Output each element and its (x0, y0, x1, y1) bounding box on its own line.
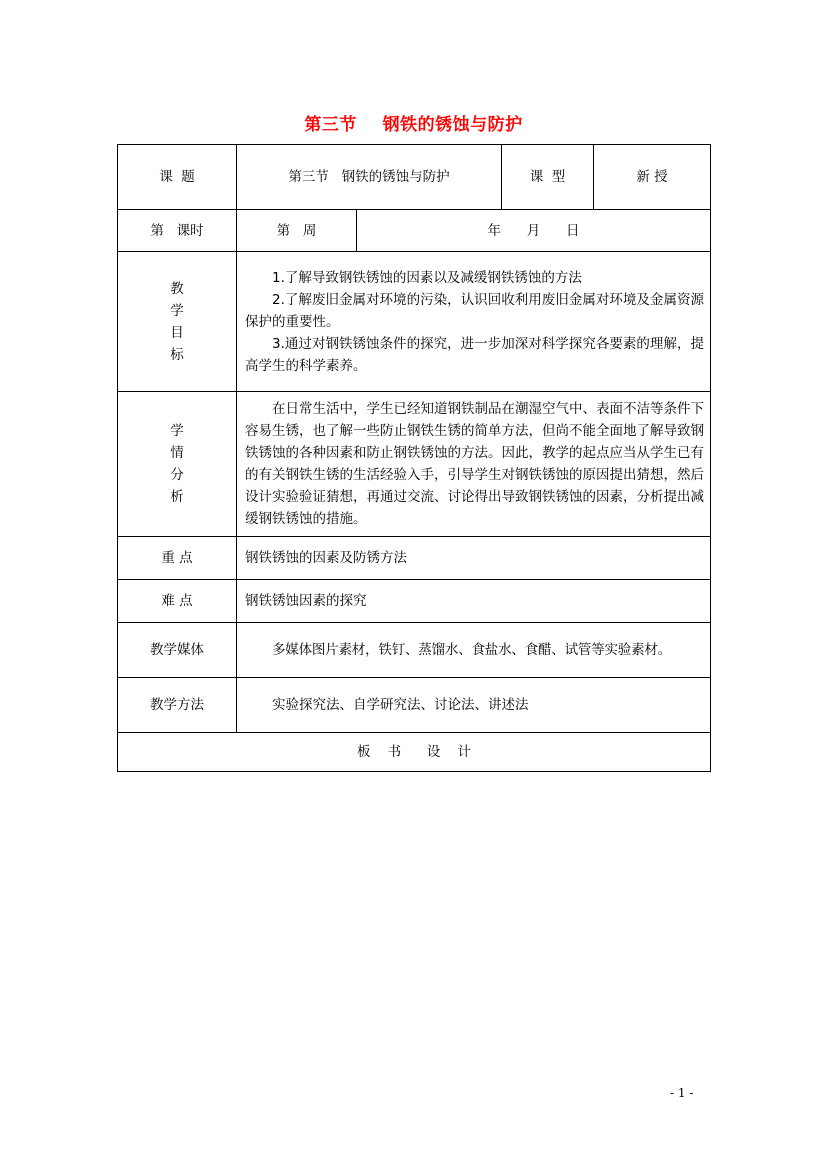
topic-label: 课 题 (118, 145, 237, 210)
page-number: - 1 - (670, 1086, 694, 1100)
objectives-row (118, 252, 711, 392)
date-cell: 年 月 日 (357, 210, 711, 252)
analysis-label: 学 情 分 析 (118, 392, 237, 537)
difficulty-row (118, 580, 711, 623)
lesson-type-value: 新 授 (594, 145, 711, 210)
method-content (237, 678, 711, 733)
topic-value: 第三节 钢铁的锈蚀与防护 (237, 145, 502, 210)
method-value: 实验探究法、自学研究法、讨论法、讲述法 (272, 697, 529, 713)
objectives-label: 教 学 目 标 (118, 252, 237, 392)
analysis-text: 在日常生活中，学生已经知道钢铁制品在潮湿空气中、表面不洁等条件下容易生锈，也了解一些防止钢铁生锈的简单方法，但尚不能全面地了解导致钢铁锈蚀的各种因素和防止钢铁锈蚀的方法。因此，教学的起点应当从学生已有的有关钢铁生锈的生活经验入手，引导学生对钢铁锈蚀的原因提出猜想，然后设计实验验证猜想，再通过交流、讨论得出导致钢铁锈蚀的因素，分析提出减缓钢铁锈蚀的措施。 (245, 401, 704, 527)
media-content (237, 623, 711, 678)
objectives-content (237, 252, 711, 392)
key-point-label: 重 点 (118, 537, 237, 580)
media-label: 教学媒体 (118, 623, 237, 678)
document-title: 第三节 钢铁的锈蚀与防护 (304, 115, 523, 135)
schedule-row (118, 210, 711, 252)
topic-row (118, 145, 711, 210)
lesson-number-cell: 第 课时 (118, 210, 237, 252)
lesson-plan-table (117, 144, 711, 772)
analysis-row (118, 392, 711, 537)
method-label: 教学方法 (118, 678, 237, 733)
media-row (118, 623, 711, 678)
board-design-row (118, 733, 711, 772)
board-design-label: 板 书 设 计 (118, 733, 711, 772)
key-point-row (118, 537, 711, 580)
difficulty-label: 难 点 (118, 580, 237, 623)
week-cell: 第 周 (237, 210, 357, 252)
key-point-value: 钢铁锈蚀的因素及防锈方法 (237, 537, 711, 580)
difficulty-value: 钢铁锈蚀因素的探究 (237, 580, 711, 623)
objective-item: 2.了解废旧金属对环境的污染，认识回收利用废旧金属对环境及金属资源保护的重要性。 (245, 291, 704, 330)
objective-item: 1.了解导致钢铁锈蚀的因素以及减缓钢铁锈蚀的方法 (272, 269, 582, 286)
media-value: 多媒体图片素材，铁钉、蒸馏水、食盐水、食醋、试管等实验素材。 (272, 642, 671, 658)
analysis-content (237, 392, 711, 537)
lesson-type-label: 课 型 (502, 145, 594, 210)
method-row (118, 678, 711, 733)
objective-item: 3.通过对钢铁锈蚀条件的探究，进一步加深对科学探究各要素的理解，提高学生的科学素养。 (245, 335, 704, 374)
